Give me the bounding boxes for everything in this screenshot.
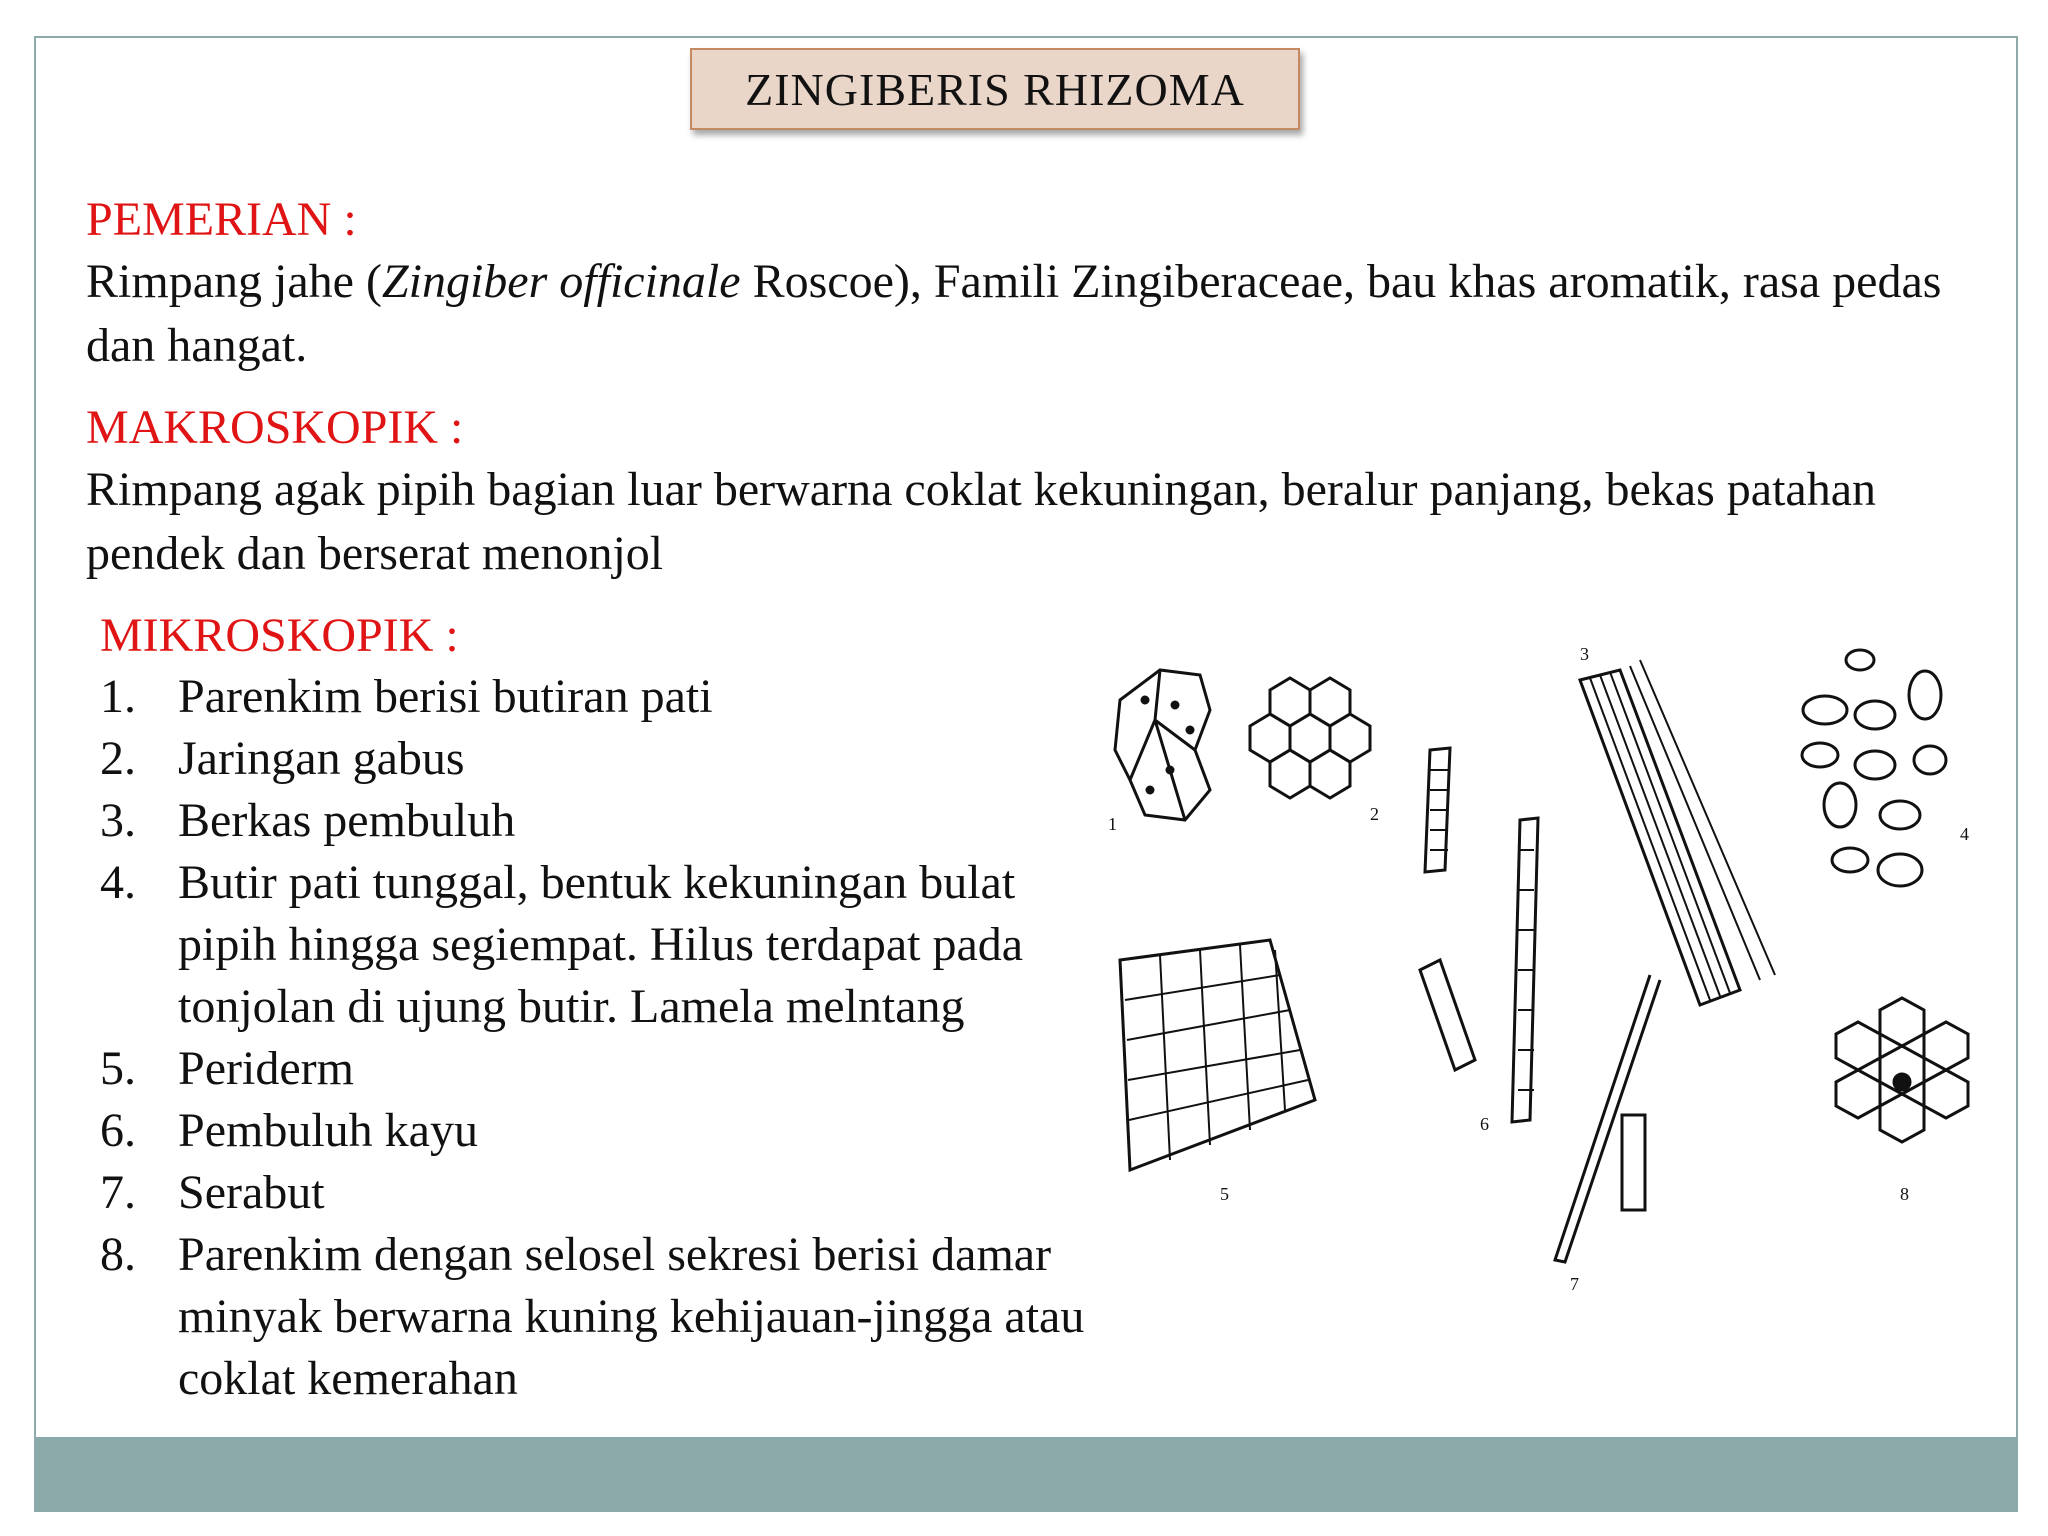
periderm-drawing xyxy=(1120,940,1315,1170)
list-item xyxy=(100,728,1100,790)
cork-tissue-drawing xyxy=(1250,678,1370,798)
pemerian-species-name: Zingiber officinale xyxy=(381,255,741,308)
figure-label: 4 xyxy=(1960,824,1969,844)
list-item xyxy=(100,1162,1100,1224)
pemerian-heading: PEMERIAN : xyxy=(86,193,357,246)
list-item-text: Butir pati tunggal, bentuk kekuningan bulat pipih hingga segiempat. Hilus terdapat pada tonjolan di ujung butir. Lamela melntang xyxy=(178,856,1024,1033)
list-item-text: Parenkim dengan selosel sekresi berisi damar minyak berwarna kuning kehijauan-jingga atau coklat kemerahan xyxy=(178,1228,1085,1405)
list-item-number: 5. xyxy=(100,1042,136,1095)
list-item-text: Berkas pembuluh xyxy=(178,794,516,847)
list-item-number: 3. xyxy=(100,794,136,847)
list-item-text: Parenkim berisi butiran pati xyxy=(178,670,713,723)
figure-label: 5 xyxy=(1220,1184,1229,1204)
slide-title xyxy=(690,48,1300,130)
wood-vessel-drawing xyxy=(1420,748,1645,1210)
figure-label: 2 xyxy=(1370,804,1379,824)
parenchyma-starch-drawing xyxy=(1115,670,1210,820)
list-item-text: Periderm xyxy=(178,1042,354,1095)
list-item xyxy=(100,790,1100,852)
secretory-parenchyma-drawing xyxy=(1836,998,1968,1142)
list-item-number: 6. xyxy=(100,1104,136,1157)
list-item xyxy=(100,1224,1100,1410)
slide-title-text: ZINGIBERIS RHIZOMA xyxy=(745,63,1245,115)
starch-grains-drawing xyxy=(1802,650,1946,886)
mikroskopik-heading: MIKROSKOPIK : xyxy=(100,609,459,662)
figure-label: 6 xyxy=(1480,1114,1489,1134)
figure-label: 7 xyxy=(1570,1274,1579,1294)
list-item xyxy=(100,1100,1100,1162)
microscopy-illustration xyxy=(1100,630,2000,1350)
figure-label: 3 xyxy=(1580,644,1589,664)
list-item-number: 1. xyxy=(100,670,136,723)
list-item xyxy=(100,1038,1100,1100)
figure-label: 8 xyxy=(1900,1184,1909,1204)
list-item-number: 8. xyxy=(100,1228,136,1281)
pemerian-text xyxy=(86,250,1946,378)
list-item-text: Pembuluh kayu xyxy=(178,1104,478,1157)
list-item-text: Serabut xyxy=(178,1166,325,1219)
makroskopik-text: Rimpang agak pipih bagian luar berwarna coklat kekuningan, beralur panjang, bekas patahan pendek dan berserat menonjol xyxy=(86,463,1877,580)
list-item xyxy=(100,852,1100,1038)
footer-bar xyxy=(34,1437,2018,1512)
mikroskopik-list xyxy=(100,666,1100,1410)
figure-label: 1 xyxy=(1108,814,1117,834)
list-item-number: 2. xyxy=(100,732,136,785)
pemerian-text-before: Rimpang jahe ( xyxy=(86,255,382,308)
makroskopik-heading: MAKROSKOPIK : xyxy=(86,401,464,454)
list-item-text: Jaringan gabus xyxy=(178,732,465,785)
list-item-number: 4. xyxy=(100,856,136,909)
list-item xyxy=(100,666,1100,728)
pemerian-text-after: Roscoe), Famili Zingiberaceae, bau khas aromatik, rasa pedas dan hangat. xyxy=(86,255,1942,372)
list-item-number: 7. xyxy=(100,1166,136,1219)
vessel-bundle-drawing xyxy=(1580,660,1775,1005)
